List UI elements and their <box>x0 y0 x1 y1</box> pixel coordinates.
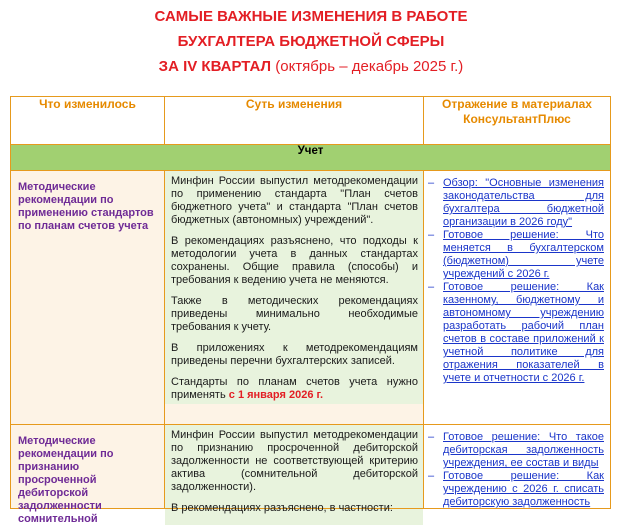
essence-paragraph: Также в методических рекомендациях приведены минимально необходимые требования к учету. <box>171 295 418 333</box>
title-line-2: БУХГАЛТЕРА БЮДЖЕТНОЙ СФЕРЫ <box>177 33 445 50</box>
essence-paragraph: Минфин России выпустил методрекомендации по применению стандарта "План счетов бюджетного учета" и стандарта "План счетов бюджетных (автономных) учреждений". <box>171 175 418 226</box>
page-title <box>0 4 622 79</box>
list-item <box>428 177 604 229</box>
dash-bullet-icon: – <box>428 431 435 443</box>
materials-cell <box>424 425 611 509</box>
header-consultant-materials: Отражение в материалах КонсультантПлюс <box>424 97 611 145</box>
list-item <box>428 431 604 470</box>
changes-table <box>10 96 611 525</box>
section-row <box>11 145 611 171</box>
essence-paragraph: В рекомендациях разъяснено, в частности: <box>171 502 393 514</box>
list-item <box>428 281 604 385</box>
essence-text: Стандарты по планам счетов учета нужно применять <box>171 376 418 401</box>
material-link[interactable]: Готовое решение: Что меняется в бухгалтерском (бюджетном) учете учреждений с 2026 г. <box>443 229 604 280</box>
materials-cell <box>424 171 611 425</box>
header-what-changed: Что изменилось <box>11 97 165 145</box>
table-row <box>11 171 611 425</box>
essence-cell <box>165 425 424 514</box>
effective-date: с 1 января 2026 г. <box>228 389 324 401</box>
material-link[interactable]: Готовое решение: Как учреждению с 2026 г. списать дебиторскую задолженность <box>443 470 604 508</box>
essence-paragraph: В рекомендациях разъяснено, что подходы к методологии учета в данных стандартах сохранены. Общие правила (способы) и требования к ведению учета не меняются. <box>171 235 418 286</box>
dash-bullet-icon: – <box>428 281 435 293</box>
dash-bullet-icon: – <box>428 229 435 241</box>
list-item <box>428 470 604 509</box>
list-item <box>428 229 604 281</box>
dash-bullet-icon: – <box>428 177 435 189</box>
essence-block <box>165 425 423 525</box>
title-line-3 <box>0 54 622 79</box>
title-quarter: ЗА IV КВАРТАЛ <box>158 58 272 75</box>
header-row <box>11 97 611 145</box>
what-changed-text: Методические рекомендации по применению стандартов по планам счетов учета <box>18 181 154 232</box>
title-line-1: САМЫЕ ВАЖНЫЕ ИЗМЕНЕНИЯ В РАБОТЕ <box>154 8 468 25</box>
material-link[interactable]: Готовое решение: Что такое дебиторская задолженность учреждения, ее состав и виды <box>443 431 604 469</box>
materials-list <box>424 425 610 509</box>
material-link[interactable]: Обзор: "Основные изменения законодательства для бухгалтера бюджетной организации в 2026 году" <box>443 177 604 228</box>
essence-cell <box>165 171 424 425</box>
what-cell <box>11 171 165 425</box>
essence-paragraph <box>171 376 418 402</box>
table-row <box>11 425 611 509</box>
title-period: (октябрь – декабрь 2025 г.) <box>275 58 464 75</box>
what-changed-text: Методические рекомендации по признанию просроченной дебиторской задолженности сомнительной <box>18 435 114 525</box>
dash-bullet-icon: – <box>428 470 435 482</box>
essence-block <box>165 171 423 404</box>
material-link[interactable]: Готовое решение: Как казенному, бюджетному и автономному учреждению разработать рабочий план счетов в составе приложений к учетной политике для отражения показателей в учете и отчетности с 2026 г. <box>443 281 604 384</box>
materials-list <box>424 171 610 385</box>
what-cell <box>11 425 165 525</box>
essence-paragraph: Минфин России выпустил методрекомендации по признанию просроченной дебиторской задолженности не соответствующей критерию актива (сомнительной дебиторской задолженности). <box>171 429 418 493</box>
essence-paragraph: В приложениях к методрекомендациям приведены перечни бухгалтерских записей. <box>171 342 418 367</box>
section-title: Учет <box>11 145 611 171</box>
header-essence: Суть изменения <box>165 97 424 145</box>
